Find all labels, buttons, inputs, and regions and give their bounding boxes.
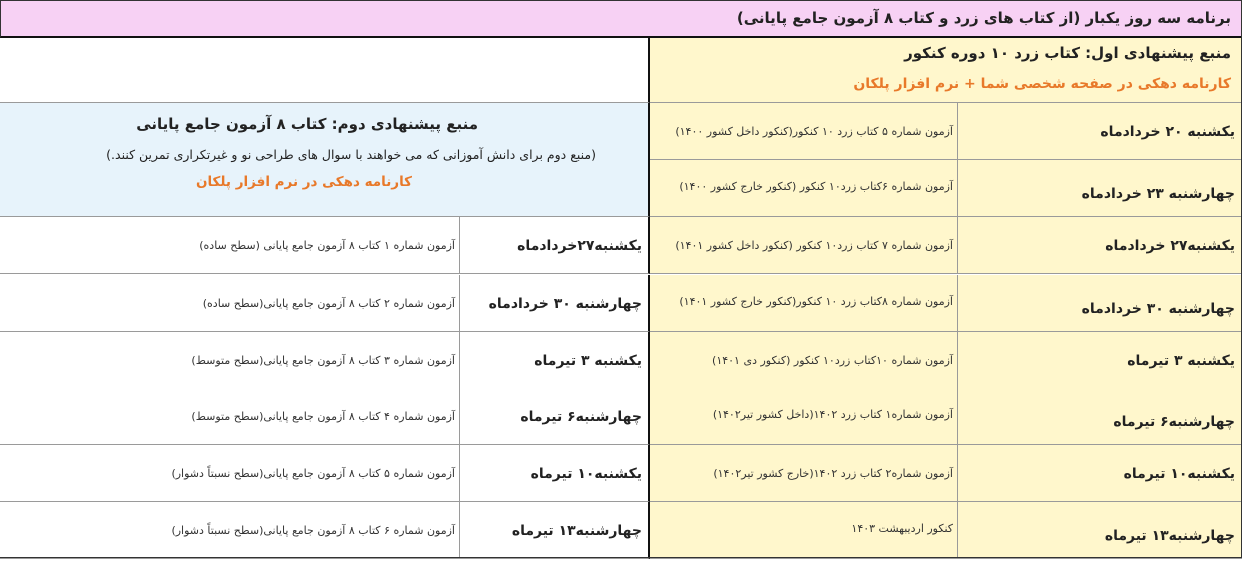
table-border-right bbox=[1241, 0, 1242, 558]
source1-row-exam: آزمون شماره۱ کتاب زرد ۱۴۰۲(داخل کشور تیر۱۴۰۲) bbox=[650, 388, 958, 445]
source1-row-date: چهارشنبه ۲۳ خردادماه bbox=[958, 160, 1242, 217]
source1-row-date: چهارشنبه۱۳ تیرماه bbox=[958, 502, 1242, 559]
source1-row-exam: آزمون شماره۲ کتاب زرد ۱۴۰۲(خارج کشور تیر۱۴۰۲) bbox=[650, 445, 958, 502]
source1-row-date: یکشنبه ۳ تیرماه bbox=[958, 332, 1242, 389]
source1-row-exam: آزمون شماره ۷ کتاب زرد۱۰ کنکور (کنکور داخل کشور ۱۴۰۱) bbox=[650, 217, 958, 274]
source1-row-date: یکشنبه۲۷ خردادماه bbox=[958, 217, 1242, 274]
source1-row-exam: آزمون شماره ۵ کتاب زرد ۱۰ کنکور(کنکور داخل کشور ۱۴۰۰) bbox=[650, 103, 958, 160]
source2-note: کارنامه دهکی در نرم افزار پلکان bbox=[195, 174, 412, 190]
source1-heading: منبع پیشنهادی اول: کتاب زرد ۱۰ دوره کنکور bbox=[904, 44, 1231, 62]
source2-row-exam: آزمون شماره ۱ کتاب ۸ آزمون جامع پایانی (سطح ساده) bbox=[0, 217, 460, 274]
source1-row-exam: کنکور اردیبهشت ۱۴۰۳ bbox=[650, 502, 958, 559]
source2-row-date: یکشنبه ۳ تیرماه bbox=[460, 332, 650, 389]
source2-row-date: یکشنبه۲۷خردادماه bbox=[460, 217, 650, 274]
source1-row-date: یکشنبه۱۰ تیرماه bbox=[958, 445, 1242, 502]
source1-row-exam: آزمون شماره ۱۰کتاب زرد۱۰ کنکور (کنکور دی ۱۴۰۱) bbox=[650, 332, 958, 389]
source2-row-date: چهارشنبه۱۳ تیرماه bbox=[460, 502, 650, 559]
source2-subnote: (منبع دوم برای دانش آموزانی که می خواهند با سوال های طراحی نو و غیرتکراری تمرین کنند.) bbox=[106, 147, 596, 162]
source1-row-date: چهارشنبه ۳۰ خردادماه bbox=[958, 275, 1242, 332]
source2-row-date: چهارشنبه ۳۰ خردادماه bbox=[460, 275, 650, 332]
source2-heading: منبع پیشنهادی دوم: کتاب ۸ آزمون جامع پایانی bbox=[136, 115, 478, 133]
source2-row-date: یکشنبه۱۰ تیرماه bbox=[460, 445, 650, 502]
source2-row-exam: آزمون شماره ۴ کتاب ۸ آزمون جامع پایانی(سطح متوسط) bbox=[0, 388, 460, 445]
source1-header bbox=[650, 38, 1242, 103]
source2-header bbox=[0, 103, 650, 217]
table-border-bottom bbox=[0, 557, 1242, 558]
source2-row-exam: آزمون شماره ۲ کتاب ۸ آزمون جامع پایانی(سطح ساده) bbox=[0, 275, 460, 332]
source1-row-date: چهارشنبه۶ تیرماه bbox=[958, 388, 1242, 445]
source1-note: کارنامه دهکی در صفحه شخصی شما + نرم افزار پلکان bbox=[853, 76, 1231, 92]
empty-header-cell bbox=[0, 38, 650, 103]
source1-row-exam: آزمون شماره ۸کتاب زرد ۱۰ کنکور(کنکور خارج کشور ۱۴۰۱) bbox=[650, 275, 958, 332]
source2-row-exam: آزمون شماره ۶ کتاب ۸ آزمون جامع پایانی(سطح نسبتاً دشوار) bbox=[0, 502, 460, 559]
source2-row-date: چهارشنبه۶ تیرماه bbox=[460, 388, 650, 445]
source1-row-date: یکشنبه ۲۰ خردادماه bbox=[958, 103, 1242, 160]
sheet-title: برنامه سه روز یکبار (از کتاب های زرد و کتاب ۸ آزمون جامع پایانی) bbox=[0, 0, 1242, 38]
source2-row-exam: آزمون شماره ۵ کتاب ۸ آزمون جامع پایانی(سطح نسبتاً دشوار) bbox=[0, 445, 460, 502]
source1-row-exam: آزمون شماره ۶کتاب زرد۱۰ کنکور (کنکور خارج کشور ۱۴۰۰) bbox=[650, 160, 958, 217]
source2-row-exam: آزمون شماره ۳ کتاب ۸ آزمون جامع پایانی(سطح متوسط) bbox=[0, 332, 460, 389]
